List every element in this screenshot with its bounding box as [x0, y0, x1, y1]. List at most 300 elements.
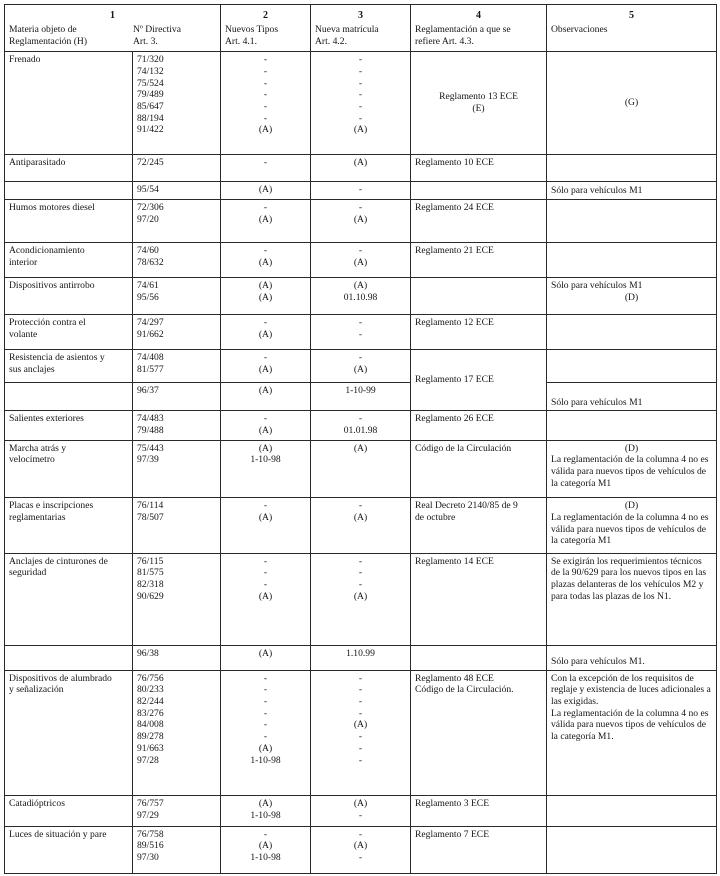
new-types-text: (A) [258, 511, 273, 523]
regulation-text: Reglamento 13 ECE [439, 91, 518, 103]
regulation-text: Reglamento 21 ECE [415, 245, 494, 257]
new-types-text: - [263, 555, 268, 567]
regulation-cell [411, 645, 547, 670]
new-registration-cell [311, 411, 411, 440]
observations-text: Sólo para vehículos M1 [551, 280, 643, 292]
observations-cell [547, 645, 717, 670]
table-row [5, 440, 717, 497]
regulation-text: Reglamento 7 ECE [415, 828, 490, 840]
observations-text: Sólo para vehículos M1 [551, 396, 643, 408]
new-types-text: 1-10-98 [250, 454, 281, 466]
table-row [5, 553, 717, 645]
new-types-text: - [263, 684, 268, 696]
new-registration-cell [311, 645, 411, 670]
new-registration-text: - [358, 696, 363, 707]
table-row [5, 670, 717, 795]
new-registration-cell [311, 52, 411, 155]
subject-cell [5, 382, 133, 411]
regulation-cell [411, 795, 547, 826]
new-types-text: (A) [258, 328, 273, 340]
subject-cell [5, 315, 133, 350]
new-registration-cell [311, 795, 411, 826]
regulation-text: Reglamento 14 ECE [415, 555, 494, 567]
subject-cell [5, 411, 133, 440]
new-types-text: - [263, 351, 268, 363]
new-types-cell [221, 498, 311, 553]
new-types-cell [221, 181, 311, 199]
subject-text: Luces de situación y pare [9, 828, 107, 840]
new-registration-text: - [358, 183, 363, 195]
observations-text: Sólo para vehículos M1. [551, 655, 645, 667]
new-registration-text: - [358, 65, 363, 77]
header-text: Nuevos Tipos [225, 24, 279, 36]
new-types-cell [221, 795, 311, 826]
header-text: Reglamentación (H) [9, 35, 88, 47]
new-types-cell [221, 349, 311, 382]
subject-text: Antiparasitado [9, 156, 66, 168]
subject-cell [5, 200, 133, 243]
directive-text: 85/647 [137, 101, 164, 113]
subject-text: Marcha atrás y [9, 442, 67, 454]
regulation-text: Código de la Circulación. [415, 684, 514, 696]
regulation-text: de octubre [415, 511, 456, 523]
new-registration-text: - [358, 684, 363, 696]
regulation-cell [411, 243, 547, 278]
observations-text: Con la excepción de los requisitos de reglaje y existencia de luces adicionales a las exigidas. [551, 672, 711, 707]
table-row [5, 349, 717, 382]
directive-text: 95/56 [137, 291, 159, 303]
table-row [5, 52, 717, 155]
new-types-text: - [263, 731, 268, 743]
new-types-text: - [263, 112, 268, 124]
new-registration-text: - [358, 413, 363, 425]
new-types-text: - [263, 567, 268, 579]
new-types-cell [221, 645, 311, 670]
observations-cell [547, 200, 717, 243]
directive-text: 76/115 [137, 555, 164, 567]
new-registration-cell [311, 349, 411, 382]
new-types-text: (A) [258, 256, 273, 268]
directive-cell [133, 411, 221, 440]
directive-text: 97/39 [137, 454, 159, 466]
new-types-text: - [263, 672, 268, 684]
directive-text: 82/244 [137, 696, 164, 707]
new-types-text: - [263, 413, 268, 425]
directive-text: 91/663 [137, 742, 164, 754]
header-cell-observations [547, 5, 717, 52]
subject-text: Catadióptricos [9, 797, 65, 809]
new-registration-text: - [358, 89, 363, 101]
new-types-text: - [263, 156, 268, 168]
observations-cell [547, 349, 717, 382]
new-registration-text: - [358, 351, 363, 363]
observations-cell [547, 154, 717, 181]
new-types-text: - [263, 245, 268, 257]
subject-cell [5, 645, 133, 670]
new-registration-text: (A) [353, 840, 368, 852]
subject-text: Acondicionamiento [9, 245, 85, 257]
directive-text: 78/507 [137, 511, 164, 523]
regulation-cell [411, 315, 547, 350]
regulation-text: Reglamento 12 ECE [415, 317, 494, 328]
observations-cell [547, 243, 717, 278]
new-registration-cell [311, 315, 411, 350]
new-registration-text: - [358, 567, 363, 579]
subject-cell [5, 498, 133, 553]
directive-cell [133, 670, 221, 795]
new-types-cell [221, 440, 311, 497]
directive-text: 78/632 [137, 256, 164, 268]
directive-text: 82/318 [137, 578, 164, 590]
directive-cell [133, 382, 221, 411]
new-types-text: - [263, 54, 268, 66]
subject-text: sus anclajes [9, 363, 55, 375]
directive-text: 74/61 [137, 280, 159, 292]
regulation-cell [411, 154, 547, 181]
header-text: Nº Directiva [133, 24, 181, 36]
new-types-cell [221, 200, 311, 243]
table-row [5, 498, 717, 553]
regulation-cell [411, 411, 547, 440]
table-row [5, 243, 717, 278]
new-registration-text [315, 454, 406, 466]
new-types-text: (A) [258, 425, 273, 437]
directive-text: 74/408 [137, 351, 164, 363]
directive-cell [133, 440, 221, 497]
new-types-text: - [263, 707, 268, 719]
new-registration-text: - [358, 672, 363, 684]
new-registration-text: (A) [353, 256, 368, 268]
new-registration-text: (A) [353, 156, 368, 168]
new-types-cell [221, 411, 311, 440]
new-registration-text: 1.10.99 [346, 647, 375, 659]
new-registration-text: - [358, 317, 363, 328]
table-row [5, 645, 717, 670]
new-registration-cell [311, 200, 411, 243]
subject-cell [5, 440, 133, 497]
header-cell-subject [5, 5, 221, 52]
new-types-text: - [263, 202, 268, 214]
new-registration-text: - [358, 77, 363, 89]
regulation-text: Código de la Circulación [415, 442, 512, 454]
directive-text: 91/662 [137, 328, 164, 340]
directive-text: 80/233 [137, 684, 164, 696]
observations-cell [547, 795, 717, 826]
directive-text: 76/757 [137, 797, 164, 809]
subject-cell [5, 826, 133, 873]
directive-text: 84/008 [137, 719, 164, 731]
new-types-cell [221, 243, 311, 278]
column-number: 4 [476, 10, 481, 21]
new-registration-text: - [358, 742, 363, 754]
subject-cell [5, 349, 133, 382]
directive-text: 81/575 [137, 567, 164, 579]
new-registration-text: - [358, 101, 363, 113]
directive-cell [133, 795, 221, 826]
table-row [5, 278, 717, 315]
new-types-text: (A) [258, 280, 273, 292]
table-row [5, 382, 717, 411]
regulation-text: Reglamento 26 ECE [415, 413, 494, 425]
new-registration-text: - [358, 245, 363, 257]
new-registration-cell [311, 440, 411, 497]
new-registration-text: - [358, 731, 363, 743]
regulation-cell [411, 278, 547, 315]
regulation-text: Reglamento 10 ECE [415, 156, 494, 168]
new-registration-cell [311, 498, 411, 553]
new-registration-text: (A) [353, 590, 368, 602]
directive-cell [133, 52, 221, 155]
subject-text: interior [9, 256, 38, 268]
subject-text: velocímetro [9, 454, 55, 466]
observations-cell [547, 553, 717, 645]
new-types-text: (A) [258, 742, 273, 754]
regulation-text: Reglamento 48 ECE [415, 672, 494, 684]
new-types-text: (A) [258, 124, 273, 136]
new-registration-text: (A) [353, 280, 368, 292]
new-types-text: 1-10-98 [250, 809, 281, 821]
directive-text: 74/297 [137, 317, 164, 328]
directive-text: 72/245 [137, 156, 164, 168]
header-cell-new-types [221, 5, 311, 52]
new-registration-text: - [358, 578, 363, 590]
new-types-cell [221, 278, 311, 315]
new-registration-cell [311, 154, 411, 181]
observations-text: (D) [624, 291, 639, 303]
directive-text: 90/629 [137, 590, 164, 602]
subject-text: Salientes exteriores [9, 413, 84, 425]
new-types-cell [221, 553, 311, 645]
directive-text: 74/132 [137, 65, 164, 77]
new-registration-text: - [358, 852, 363, 864]
directive-cell [133, 349, 221, 382]
subject-text: reglamentarias [9, 511, 66, 523]
new-registration-text: (A) [353, 124, 368, 136]
observations-text: La reglamentación de la columna 4 no es válida para nuevos tipos de vehículos de la categoría M1. [551, 707, 709, 743]
observations-cell [547, 826, 717, 873]
new-types-cell [221, 382, 311, 411]
observations-cell [547, 181, 717, 199]
new-registration-text: - [358, 202, 363, 214]
subject-cell [5, 553, 133, 645]
directive-cell [133, 200, 221, 243]
new-registration-text: - [358, 828, 363, 840]
header-text: Art. 3. [133, 35, 158, 47]
table-body [5, 5, 717, 874]
subject-text: Dispositivos antirrobo [9, 280, 95, 292]
regulation-cell [411, 498, 547, 553]
directive-text: 95/54 [137, 183, 159, 195]
new-registration-text: - [358, 707, 363, 719]
directive-text: 88/194 [137, 112, 164, 124]
directive-text: 79/488 [137, 425, 164, 437]
directive-text: 97/30 [137, 852, 159, 864]
directive-text: 97/29 [137, 809, 159, 821]
directive-text: 79/489 [137, 89, 164, 101]
table-row [5, 181, 717, 199]
new-types-text: (A) [258, 213, 273, 225]
regulation-text: Reglamento 17 ECE [415, 374, 494, 386]
header-row [5, 5, 717, 52]
directive-text: 97/28 [137, 754, 159, 766]
directive-text: 75/443 [137, 442, 164, 454]
subject-cell [5, 181, 133, 199]
header-text: refiere Art. 4.3. [415, 35, 474, 47]
subject-cell [5, 243, 133, 278]
directive-text: 97/20 [137, 213, 159, 225]
regulation-cell [411, 349, 547, 411]
observations-cell [547, 670, 717, 795]
subject-cell [5, 670, 133, 795]
new-types-text: (A) [258, 840, 273, 852]
directive-cell [133, 278, 221, 315]
subject-text: Humos motores diesel [9, 202, 95, 214]
new-types-text: (A) [258, 291, 273, 303]
new-registration-cell [311, 243, 411, 278]
observations-cell [547, 52, 717, 155]
new-registration-text: 1-10-99 [345, 384, 376, 396]
observations-text: (D) [624, 442, 639, 454]
observations-text: (G) [624, 97, 639, 109]
new-registration-text: (A) [353, 797, 368, 809]
new-registration-cell [311, 181, 411, 199]
subject-cell [5, 795, 133, 826]
observations-text: Se exigirán los requerimientos técnicos de la 90/629 para los nuevos tipos en las plazas delanteras de los vehículos M2 y para todas las plazas de los N1. [551, 555, 707, 602]
subject-cell [5, 154, 133, 181]
new-registration-cell [311, 670, 411, 795]
regulation-cell [411, 200, 547, 243]
new-types-cell [221, 670, 311, 795]
new-types-text: (A) [258, 384, 273, 396]
regulation-table [4, 4, 717, 874]
directive-cell [133, 645, 221, 670]
table-row [5, 200, 717, 243]
new-types-text: - [263, 317, 268, 328]
directive-text: 89/278 [137, 731, 164, 743]
header-text: Art. 4.1. [225, 35, 257, 47]
new-registration-text: - [358, 328, 363, 340]
regulation-cell [411, 553, 547, 645]
observations-text: La reglamentación de la columna 4 no es válida para nuevos tipos de vehículos de la categoría M1 [551, 454, 709, 489]
directive-cell [133, 181, 221, 199]
subject-text: volante [9, 328, 38, 340]
observations-cell [547, 498, 717, 553]
new-types-text: (A) [258, 797, 273, 809]
table-row [5, 154, 717, 181]
directive-text: 74/60 [137, 245, 159, 257]
new-types-text: (A) [258, 590, 273, 602]
observations-cell [547, 440, 717, 497]
subject-cell [5, 278, 133, 315]
new-types-text: (A) [258, 363, 273, 375]
observations-cell [547, 382, 717, 411]
table-row [5, 315, 717, 350]
directive-cell [133, 154, 221, 181]
new-types-cell [221, 52, 311, 155]
header-text: Observaciones [551, 24, 608, 36]
regulation-text: Real Decreto 2140/85 de 9 [415, 500, 518, 512]
subject-text: Anclajes de cinturones de [9, 555, 108, 567]
new-registration-cell [311, 826, 411, 873]
new-types-text: - [263, 719, 268, 731]
directive-text: 81/577 [137, 363, 164, 375]
directive-cell [133, 243, 221, 278]
new-registration-text: - [358, 555, 363, 567]
new-types-text: - [263, 65, 268, 77]
new-registration-cell [311, 278, 411, 315]
new-types-text: (A) [258, 183, 273, 195]
directive-text: 91/422 [137, 124, 164, 136]
header-cell-regulation [411, 5, 547, 52]
new-registration-text: (A) [353, 442, 368, 454]
new-registration-text: (A) [353, 511, 368, 523]
new-types-cell [221, 154, 311, 181]
new-types-text: - [263, 578, 268, 590]
header-text: Reglamentación a que se [415, 24, 511, 36]
table-row [5, 411, 717, 440]
subject-text: Resistencia de asientos y [9, 351, 105, 363]
directive-text: 83/276 [137, 707, 164, 719]
new-types-text: - [263, 828, 268, 840]
subject-text: Frenado [9, 54, 41, 66]
new-registration-text: - [358, 112, 363, 124]
new-registration-text: (A) [353, 213, 368, 225]
table-row [5, 826, 717, 873]
new-types-text: 1-10-98 [250, 754, 281, 766]
new-types-cell [221, 315, 311, 350]
observations-text: La reglamentación de la columna 4 no es válida para nuevos tipos de vehículos de la categoría M1 [551, 511, 709, 547]
regulation-cell [411, 181, 547, 199]
new-registration-text: (A) [353, 363, 368, 375]
new-types-text: 1-10-98 [250, 852, 281, 864]
regulation-cell [411, 440, 547, 497]
new-types-text: - [263, 696, 268, 707]
new-registration-text: 01.10.98 [343, 291, 378, 303]
new-types-text: - [263, 500, 268, 512]
directive-cell [133, 826, 221, 873]
directive-cell [133, 498, 221, 553]
regulation-cell [411, 52, 547, 155]
header-text: Nueva matrícula [315, 24, 379, 36]
new-types-text: - [263, 89, 268, 101]
directive-text: 76/756 [137, 672, 164, 684]
directive-text: 76/758 [137, 828, 164, 840]
directive-cell [133, 315, 221, 350]
observations-cell [547, 278, 717, 315]
column-number: 5 [629, 10, 634, 21]
new-registration-text: 01.01.98 [343, 425, 378, 437]
observations-cell [547, 411, 717, 440]
new-registration-text: - [358, 54, 363, 66]
new-registration-text: - [358, 754, 363, 766]
directive-text: 74/483 [137, 413, 164, 425]
subject-text: Placas e inscripciones [9, 500, 94, 512]
new-registration-text: - [358, 809, 363, 821]
directive-text: 96/37 [137, 384, 159, 396]
subject-text: y señalización [9, 684, 64, 696]
new-types-text: - [263, 101, 268, 113]
new-types-text: (A) [258, 442, 273, 454]
new-types-cell [221, 826, 311, 873]
subject-cell [5, 52, 133, 155]
regulation-text: Reglamento 3 ECE [415, 797, 490, 809]
new-registration-cell [311, 382, 411, 411]
header-text: Art. 4.2. [315, 35, 347, 47]
subject-text: Dispositivos de alumbrado [9, 672, 112, 684]
new-types-text: (A) [258, 647, 273, 659]
directive-text: 75/524 [137, 77, 164, 89]
header-cell-new-registration [311, 5, 411, 52]
